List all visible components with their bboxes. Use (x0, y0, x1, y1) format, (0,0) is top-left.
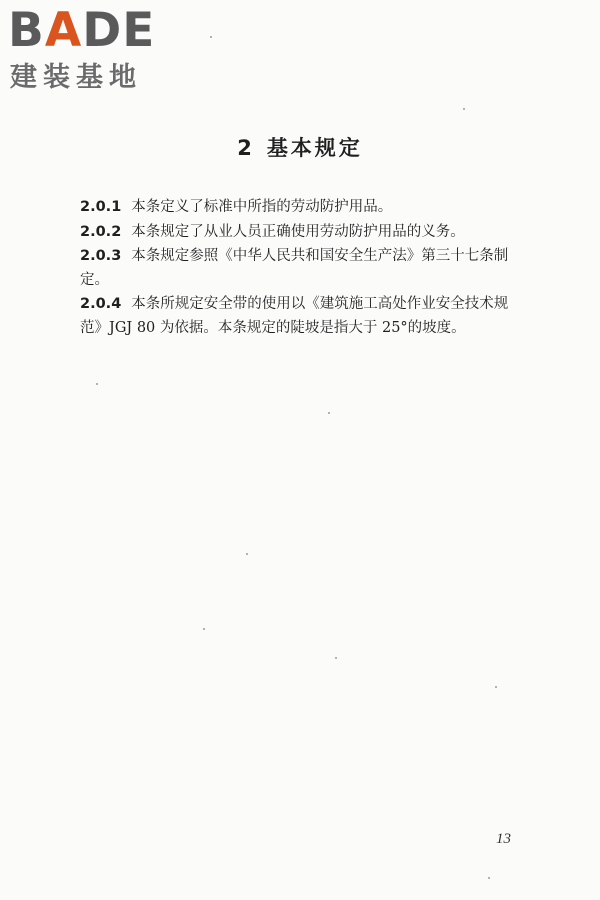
clause-number: 2.0.3 (80, 248, 122, 264)
chapter-title: 基本规定 (266, 136, 363, 160)
chapter-heading (0, 133, 600, 163)
scan-speck (335, 657, 337, 659)
scan-speck (328, 412, 330, 414)
scan-speck (495, 686, 497, 688)
clause-number: 2.0.2 (80, 223, 122, 240)
chapter-number: 2 (237, 136, 255, 160)
logo-letter-b: B (8, 3, 45, 58)
scan-speck (96, 383, 98, 385)
clause-number: 2.0.1 (80, 199, 122, 215)
clause-text: 本条所规定安全带的使用以《建筑施工高处作业安全技术规范》JGJ 80 为依据。本条规定的陡坡是指大于 25°的坡度。 (80, 296, 509, 336)
scan-speck (210, 36, 212, 38)
clause-2-0-1 (80, 196, 530, 220)
clause-text: 本条规定参照《中华人民共和国安全生产法》第三十七条制定。 (80, 248, 509, 288)
scan-speck (203, 628, 205, 630)
clause-text: 本条定义了标准中所指的劳动防护用品。 (131, 199, 393, 215)
logo-letter-a: A (44, 3, 83, 58)
clause-number: 2.0.4 (80, 296, 122, 312)
page-number: 13 (496, 831, 511, 847)
clause-2-0-3 (80, 245, 530, 292)
scan-speck (463, 108, 465, 110)
clause-text: 本条规定了从业人员正确使用劳动防护用品的义务。 (131, 223, 465, 240)
scan-speck (246, 553, 248, 555)
logo-subtitle: 建装基地 (10, 62, 142, 93)
scan-speck (488, 877, 490, 879)
clause-list (80, 196, 530, 341)
clause-2-0-4 (80, 293, 530, 340)
bade-logo (8, 3, 178, 96)
logo-letters-de: DE (82, 3, 156, 58)
clause-2-0-2 (80, 221, 530, 245)
logo-wordmark (8, 3, 156, 58)
